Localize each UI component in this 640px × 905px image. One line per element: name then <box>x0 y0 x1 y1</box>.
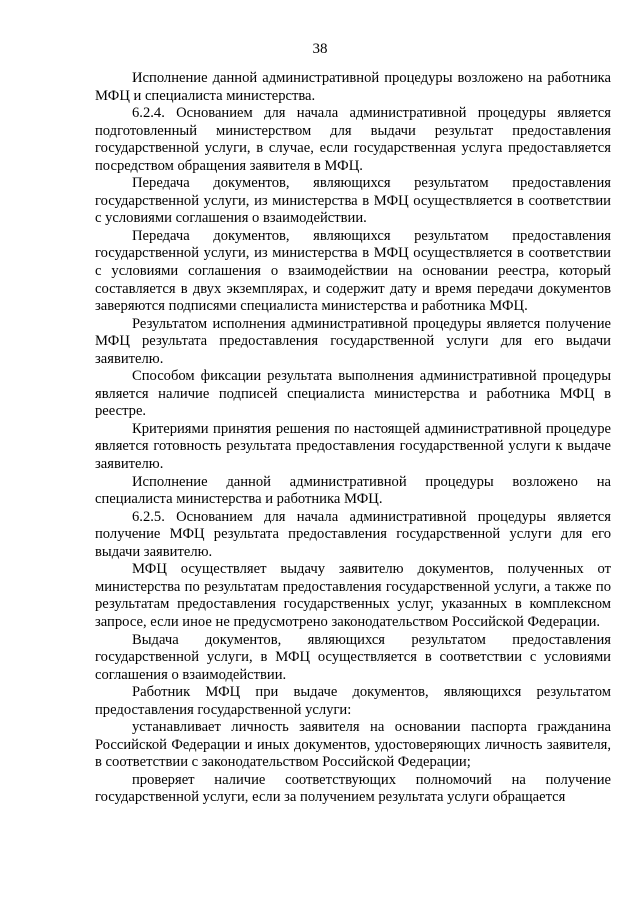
paragraph: Передача документов, являющихся результатом предоставления государственной услуги, из министерства в МФЦ осуществляется в соответствии с условиями соглашения о взаимодействии. <box>95 175 611 227</box>
paragraph: 6.2.4. Основанием для начала административной процедуры является подготовленный министерством для выдачи результат предоставления государственной услуги, в случае, если государственная услуга предоставляется посредством обращения заявителя в МФЦ. <box>95 105 611 174</box>
paragraph: Выдача документов, являющихся результатом предоставления государственной услуги, в МФЦ осуществляется в соответствии с условиями соглашения о взаимодействии. <box>95 631 611 683</box>
paragraph: Исполнение данной административной процедуры возложено на специалиста министерства и работника МФЦ. <box>95 473 611 508</box>
paragraph: 6.2.5. Основанием для начала административной процедуры является получение МФЦ результата предоставления государственной услуги для его выдачи заявителю. <box>95 508 611 560</box>
document-body <box>95 70 611 807</box>
paragraph: Результатом исполнения административной процедуры является получение МФЦ результата предоставления государственной услуги для его выдачи заявителю. <box>95 315 611 367</box>
paragraph: проверяет наличие соответствующих полномочий на получение государственной услуги, если за получением результата услуги обращается <box>95 771 611 806</box>
paragraph: Передача документов, являющихся результатом предоставления государственной услуги, из министерства в МФЦ осуществляется в соответствии с условиями соглашения о взаимодействии на основании реестра, который составляется в двух экземплярах, и содержит дату и время передачи документов заверяются подписями специалиста министерства и работника МФЦ. <box>95 227 611 315</box>
paragraph: устанавливает личность заявителя на основании паспорта гражданина Российской Федерации и иных документов, удостоверяющих личность заявителя, в соответствии с законодательством Российской Федерации; <box>95 719 611 771</box>
paragraph: Работник МФЦ при выдаче документов, являющихся результатом предоставления государственной услуги: <box>95 684 611 718</box>
page-number: 38 <box>312 41 328 57</box>
paragraph: Критериями принятия решения по настоящей административной процедуре является готовность результата предоставления государственной услуги к выдаче заявителю. <box>95 420 611 473</box>
paragraph: Способом фиксации результата выполнения административной процедуры является наличие подписей специалиста министерства и работника МФЦ в реестре. <box>95 368 611 420</box>
paragraph: МФЦ осуществляет выдачу заявителю документов, полученных от министерства по результатам предоставления государственной услуги, а также по результатам предоставления государственных услуг, указанных в комплексном запросе, если иное не предусмотрено законодательством Российской Федерации. <box>95 561 611 630</box>
paragraph: Исполнение данной административной процедуры возложено на работника МФЦ и специалиста министерства. <box>95 70 611 104</box>
